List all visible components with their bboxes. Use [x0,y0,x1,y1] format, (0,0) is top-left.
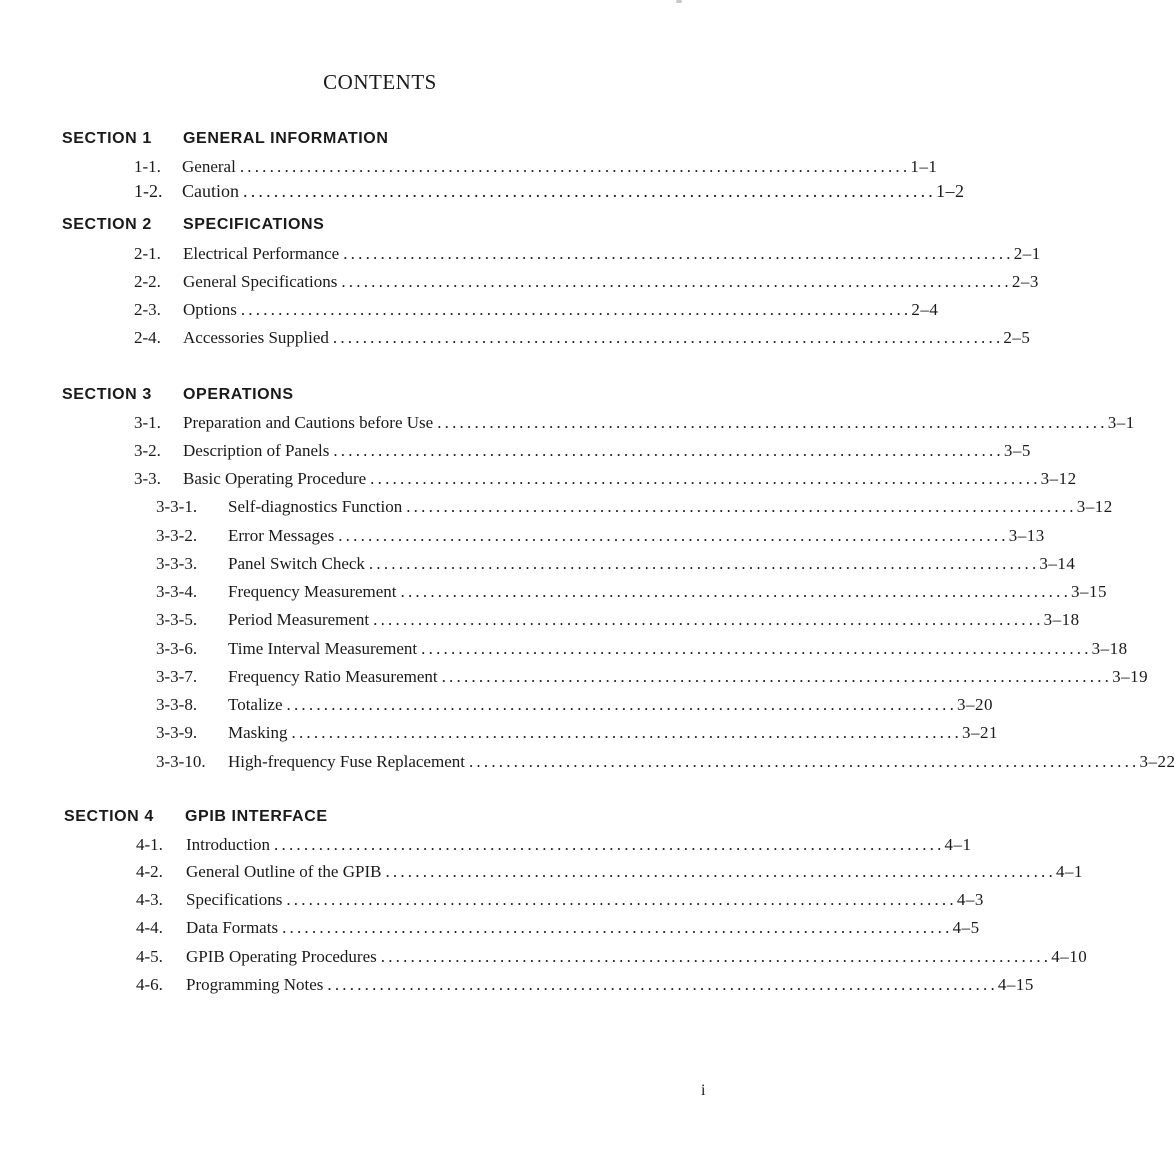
leader-dots: .......................................................................................... [380,947,1052,966]
entry-number: 1-1. [134,157,161,176]
entry-page: 4–1 [1055,862,1083,881]
entry-title: Error Messages [228,526,335,545]
entry-number: 3-3. [134,469,161,488]
entry-title: General Outline of the GPIB [186,862,382,881]
entry-number: 3-3-7. [156,667,198,686]
toc-entry[interactable] [156,554,1076,578]
entry-number: 3-1. [134,413,161,432]
entry-title: Basic Operating Procedure [183,469,367,488]
leader-dots: .......................................................................................... [441,667,1113,686]
entry-number: 4-6. [136,975,163,994]
entry-number: 3-3-5. [156,610,198,629]
toc-entry[interactable] [134,441,1031,465]
toc-entry[interactable] [136,975,1034,999]
entry-title: Data Formats [186,918,279,937]
entry-title: Totalize [228,695,283,714]
toc-entry[interactable] [134,300,939,324]
leader-dots: .......................................................................................... [370,469,1041,488]
toc-entry[interactable] [136,890,984,914]
toc-entry[interactable] [156,582,1108,606]
entry-title: Caution [182,181,239,201]
entry-page: 4–10 [1051,947,1088,966]
entry-number: 4-5. [136,947,163,966]
entry-title: Electrical Performance [183,244,340,263]
toc-entry[interactable] [134,469,1077,493]
section-name: GENERAL INFORMATION [183,130,389,147]
entry-number: 3-3-10. [156,752,206,771]
entry-page: 2–3 [1011,272,1039,291]
entry-title: GPIB Operating Procedures [186,947,377,966]
entry-number: 3-3-4. [156,582,198,601]
entry-title: General [182,157,236,176]
entry-number: 3-2. [134,441,161,460]
entry-title: Accessories Supplied [183,328,329,347]
entry-page: 1–1 [910,157,938,176]
section-name: GPIB INTERFACE [185,808,328,825]
section-label: SECTION 3 [62,386,152,403]
entry-page: 4–3 [956,890,984,909]
toc-entry[interactable] [134,244,1041,268]
entry-page: 4–1 [944,835,972,854]
leader-dots: .......................................................................................... [282,918,953,937]
toc-entry[interactable] [156,497,1113,521]
entry-page: 3–14 [1039,554,1076,573]
entry-title: Introduction [186,835,271,854]
entry-number: 3-3-2. [156,526,198,545]
entry-title: Frequency Measurement [228,582,397,601]
entry-number: 2-1. [134,244,161,263]
leader-dots: .......................................................................................... [332,328,1004,347]
entry-number: 2-2. [134,272,161,291]
section-label: SECTION 2 [62,216,152,233]
entry-number: 3-3-3. [156,554,198,573]
leader-dots: .......................................................................................... [341,272,1012,291]
entry-number: 4-1. [136,835,163,854]
entry-page: 3–18 [1091,639,1128,658]
leader-dots: .......................................................................................... [240,300,912,319]
section-name: OPERATIONS [183,386,294,403]
section-heading-1 [62,130,388,152]
toc-entry[interactable] [156,695,994,719]
entry-title: High-frequency Fuse Replacement [228,752,465,771]
toc-entry[interactable] [136,947,1088,971]
leader-dots: .......................................................................................... [239,157,911,176]
entry-number: 4-2. [136,862,163,881]
page-number: i [701,1082,706,1099]
entry-page: 2–1 [1013,244,1041,263]
entry-number: 2-3. [134,300,161,319]
entry-title: Programming Notes [186,975,324,994]
entry-page: 3–22 [1139,752,1175,771]
entry-page: 3–12 [1040,469,1077,488]
entry-title: Frequency Ratio Measurement [228,667,438,686]
entry-page: 3–1 [1107,413,1135,432]
entry-number: 4-3. [136,890,163,909]
toc-entry[interactable] [156,723,998,747]
entry-number: 4-4. [136,918,163,937]
entry-page: 3–13 [1008,526,1045,545]
leader-dots: .......................................................................................... [338,526,1009,545]
toc-entry[interactable] [136,918,980,942]
entry-page: 3–19 [1112,667,1149,686]
entry-title: Preparation and Cautions before Use [183,413,434,432]
leader-dots: .......................................................................................... [333,441,1004,460]
leader-dots: .......................................................................................... [274,835,945,854]
entry-number: 3-3-8. [156,695,198,714]
leader-dots: .......................................................................................... [385,862,1056,881]
leader-dots: .......................................................................................... [406,497,1077,516]
section-name: SPECIFICATIONS [183,216,325,233]
leader-dots: .......................................................................................... [400,582,1072,601]
toc-entry[interactable] [156,526,1045,550]
section-label: SECTION 1 [62,130,152,147]
toc-entry[interactable] [156,667,1149,691]
entry-number: 1-2. [134,181,163,201]
entry-title: Options [183,300,237,319]
section-heading-2 [62,216,324,238]
entry-title: Specifications [186,890,283,909]
leader-dots: .......................................................................................... [327,975,998,994]
entry-page: 3–18 [1043,610,1080,629]
entry-page: 3–21 [962,723,998,742]
leader-dots: .......................................................................................... [421,639,1092,658]
leader-dots: .......................................................................................... [286,890,957,909]
entry-number: 2-4. [134,328,161,347]
entry-number: 3-3-6. [156,639,198,658]
entry-page: 3–5 [1003,441,1031,460]
section-heading-4 [64,808,328,830]
scan-speck [676,0,682,3]
entry-title: Period Measurement [228,610,370,629]
toc-entry[interactable] [136,835,972,859]
leader-dots: .......................................................................................... [468,752,1140,771]
entry-page: 3–20 [957,695,994,714]
entry-title: Panel Switch Check [228,554,365,573]
toc-entry[interactable] [134,157,938,181]
page-title: CONTENTS [323,70,437,94]
entry-page: 4–5 [952,918,980,937]
entry-title: General Specifications [183,272,338,291]
toc-entry[interactable] [134,413,1135,437]
entry-page: 4–15 [997,975,1034,994]
entry-title: Masking [228,723,288,742]
entry-number: 3-3-9. [156,723,198,742]
toc-entry[interactable] [134,272,1039,296]
leader-dots: .......................................................................................... [291,723,962,742]
entry-title: Time Interval Measurement [228,639,418,658]
entry-number: 3-3-1. [156,497,198,516]
leader-dots: .......................................................................................... [368,554,1040,573]
toc-entry[interactable] [156,752,1175,776]
leader-dots: .......................................................................................... [286,695,958,714]
toc-entry[interactable] [156,639,1128,663]
entry-title: Self-diagnostics Function [228,497,403,516]
leader-dots: .......................................................................................... [437,413,1108,432]
section-label: SECTION 4 [64,808,154,825]
toc-entry[interactable] [156,610,1080,634]
leader-dots: .......................................................................................... [243,181,936,201]
leader-dots: .......................................................................................... [343,244,1014,263]
entry-page: 3–12 [1076,497,1113,516]
entry-page: 2–5 [1003,328,1031,347]
entry-page: 1–2 [936,181,965,201]
toc-entry[interactable] [134,328,1031,352]
section-heading-3 [62,386,294,408]
toc-entry[interactable] [136,862,1083,886]
toc-entry[interactable] [134,181,965,205]
entry-page: 3–15 [1071,582,1108,601]
entry-page: 2–4 [911,300,939,319]
leader-dots: .......................................................................................... [373,610,1044,629]
entry-title: Description of Panels [183,441,330,460]
